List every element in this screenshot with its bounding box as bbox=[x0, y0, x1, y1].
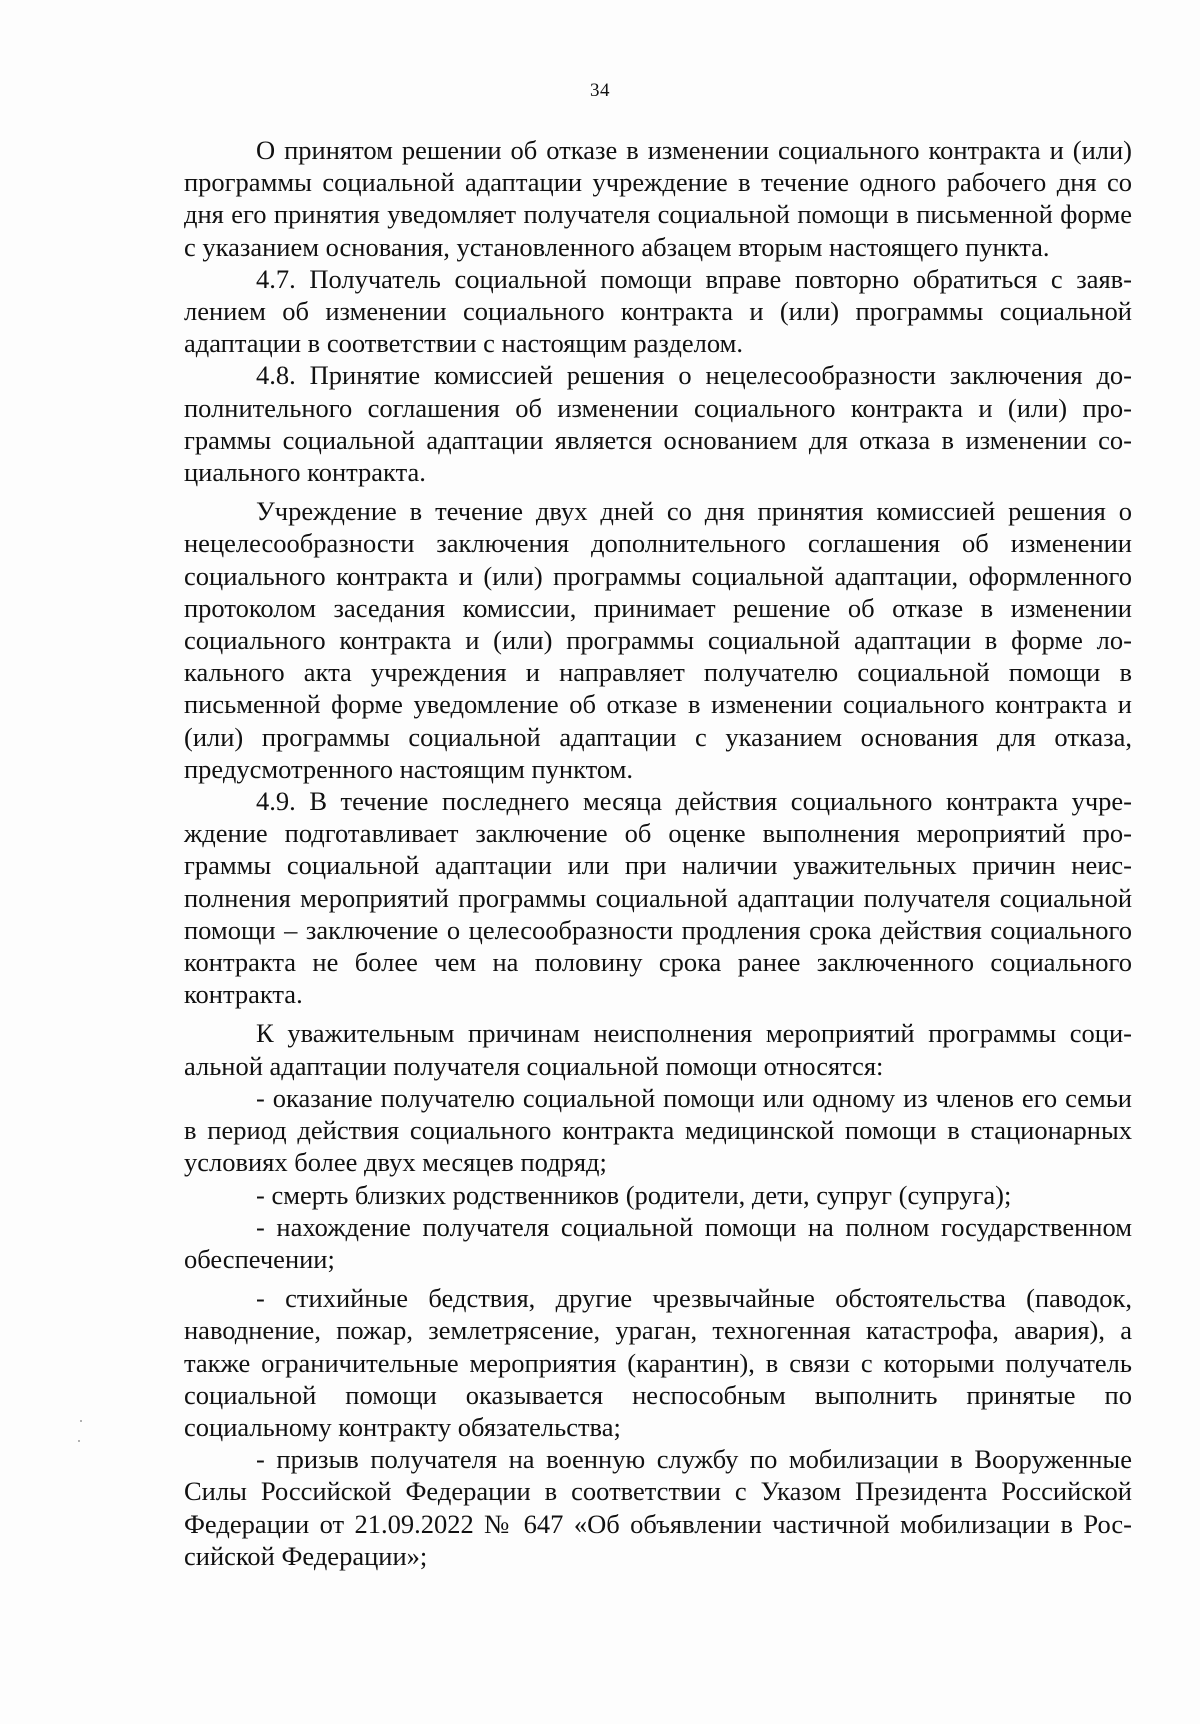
scan-speck bbox=[80, 1420, 82, 1422]
list-item-natural-disasters: - стихийные бедствия, другие чрезвычайные обстоятельства (паводок, наводнение, пожар, землетрясение, ураган, техногенная катастрофа, авария), а также ограничительные мероприятия (карантин), в связи с которыми получатель социальной помощи оказывается неспособным выполнить принятые по социальному контракту обязательства; bbox=[184, 1283, 1132, 1442]
paragraph-valid-reasons-intro: К уважительным причинам неисполнения мероприятий программы социальной адаптации получателя социальной помощи относятся: bbox=[184, 1018, 1132, 1081]
scan-speck bbox=[78, 1440, 80, 1442]
paragraph-4-8: 4.8. Принятие комиссией решения о нецелесообразности заключения дополнительного соглашения об изменении социального контракта и (или) программы социальной адаптации является основанием для отказа в изменении социального контракта. bbox=[184, 360, 1132, 488]
list-item-mobilization: - призыв получателя на военную службу по мобилизации в Вооруженные Силы Российской Федерации в соответствии с Указом Президента Российской Федерации от 21.09.2022 № 647 «Об объявлении частичной мобилизации в Российской Федерации»; bbox=[184, 1444, 1132, 1571]
paragraph-4-7: 4.7. Получатель социальной помощи вправе повторно обратиться с заявлением об изменении социального контракта и (или) программы социальной адаптации в соответствии с настоящим разделом. bbox=[184, 263, 1132, 359]
document-body bbox=[184, 134, 1132, 1572]
list-item-death-of-relatives: - смерть близких родственников (родители, дети, супруг (супруга); bbox=[256, 1179, 1012, 1210]
paragraph-refusal-notice: О принятом решении об отказе в изменении социального контракта и (или) программы социальной адаптации учреждение в течение одного рабочего дня со дня его принятия уведомляет получателя социальной помощи в письменной форме с указанием основания, установленного абзацем вторым настоящего пункта. bbox=[184, 135, 1132, 262]
list-item-medical-care: - оказание получателю социальной помощи или одному из членов его семьи в период действия социального контракта медицинской помощи в стационарных условиях более двух месяцев подряд; bbox=[184, 1082, 1132, 1178]
page-number: 34 bbox=[590, 80, 610, 101]
paragraph-institution-decision: Учреждение в течение двух дней со дня принятия комиссией решения о нецелесообразности заключения дополнительного соглашения об изменении социального контракта и (или) программы социальной адаптации, оформленного протоколом заседания комиссии, принимает решение об отказе в изменении социального контракта и (или) программы социальной адаптации в форме локального акта учреждения и направляет получателю социальной помощи в письменной форме уведомление об отказе в изменении социального контракта и (или) программы социальной адаптации с указанием основания для отказа, предусмотренного настоящим пунктом. bbox=[184, 496, 1132, 784]
paragraph-4-9: 4.9. В течение последнего месяца действия социального контракта учреждение подготавливает заключение об оценке выполнения мероприятий программы социальной адаптации или при наличии уважительных причин неисполнения мероприятий программы социальной адаптации получателя социальной помощи – заключение о целесообразности продления срока действия социального контракта не более чем на половину срока ранее заключенного социального контракта. bbox=[184, 786, 1132, 1010]
list-item-state-support: - нахождение получателя социальной помощи на полном государственном обеспечении; bbox=[184, 1211, 1132, 1274]
